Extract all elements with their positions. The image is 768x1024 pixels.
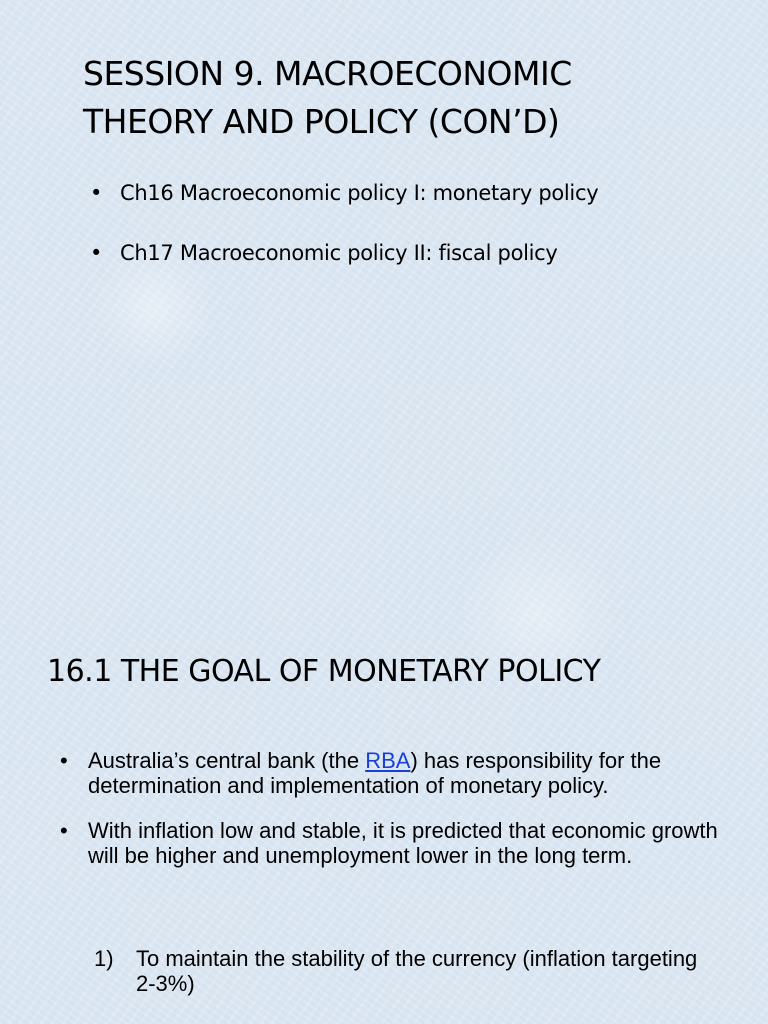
list-item [60,748,740,798]
numbered-list [94,946,714,996]
slide-title: 16.1 THE GOAL OF MONETARY POLICY [47,654,601,689]
slide-title [83,50,723,146]
bullet-icon: • [60,748,68,773]
bullet-icon: • [60,818,68,843]
bullet-list [60,748,740,888]
list-item-text: With inflation low and stable, it is predicted that economic growth will be higher and unemployment lower in the long term. [88,818,718,868]
rba-link[interactable]: RBA [365,748,411,773]
slide-title-line-1: SESSION 9. MACROECONOMIC [83,54,572,93]
slide-title-line-2: THEORY AND POLICY (CON’D) [83,102,560,141]
list-item [90,236,730,270]
list-item [60,818,740,868]
bullet-icon: • [90,181,103,205]
list-item-text-before-link: Australia’s central bank (the [88,748,366,773]
chapter-list [90,176,730,296]
numbered-item-text: To maintain the stability of the currency (inflation targeting 2-3%) [136,946,698,996]
list-item-text: Ch17 Macroeconomic policy II: fiscal policy [120,241,558,265]
list-item [90,176,730,210]
list-item-text-after-link: ) has responsibility for the determination and implementation of monetary policy. [88,748,662,798]
item-number: 1) [94,946,114,971]
slide-goal-of-monetary-policy [0,576,768,1024]
list-item-text: Ch16 Macroeconomic policy I: monetary policy [120,181,599,205]
bullet-icon: • [90,241,103,265]
numbered-item [94,946,714,996]
